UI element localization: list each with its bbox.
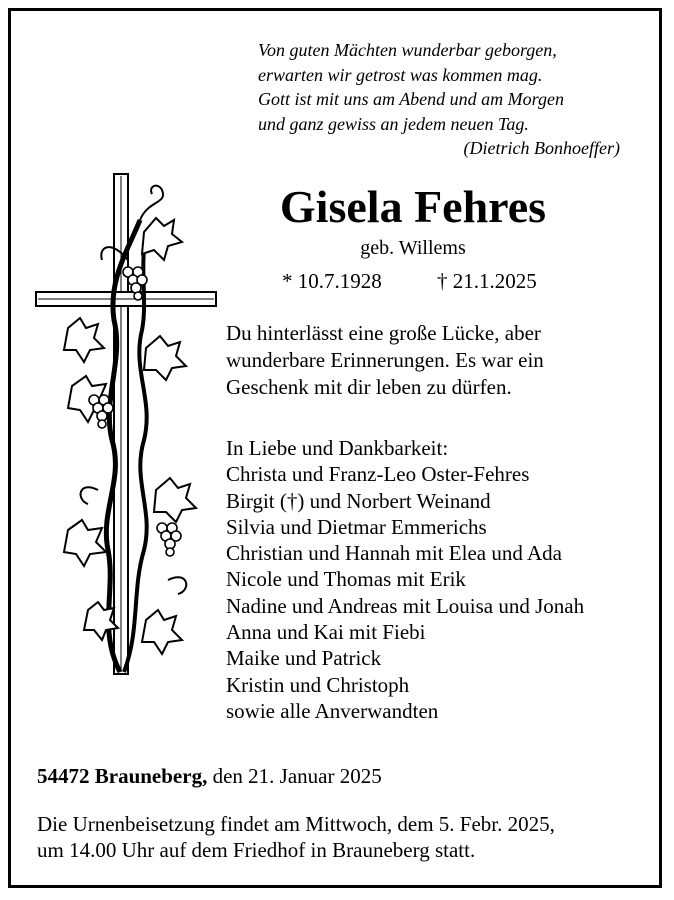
mourner-entry: Kristin und Christoph [226,672,410,697]
birth-name: geb. Willems [360,237,466,259]
mourner-entry: sowie alle Anverwandten [226,698,439,723]
cross-with-grapevine-icon [28,160,228,680]
funeral-line: Die Urnenbeisetzung findet am Mittwoch, dem 5. Febr. 2025, [37,812,555,836]
mourner-entry: Christian und Hannah mit Elea und Ada [226,541,562,566]
mourners-intro: In Liebe und Dankbarkeit: [226,436,449,460]
mourner-entry: Nicole und Thomas mit Erik [226,567,466,592]
message-line: Du hinterlässt eine große Lücke, aber [226,321,541,345]
life-dates [282,268,582,294]
place-and-date [37,763,637,789]
mourner-entry: Christa und Franz-Leo Oster-Fehres [226,462,530,487]
farewell-message [226,320,636,401]
bonhoeffer-quote [258,38,628,161]
mourner-entry: Silvia und Dietmar Emmerichs [226,514,487,539]
quote-author: (Dietrich Bonhoeffer) [463,138,620,158]
place: 54472 Brauneberg, [37,764,208,788]
quote-line: und ganz gewiss an jedem neuen Tag. [258,113,529,134]
quote-line: erwarten wir getrost was kommen mag. [258,64,543,85]
mourner-entry: Anna und Kai mit Fiebi [226,620,426,645]
message-line: Geschenk mit dir leben zu dürfen. [226,375,512,399]
deceased-name: Gisela Fehres [279,181,547,232]
quote-line: Gott ist mit uns am Abend und am Morgen [258,89,564,109]
quote-line: Von guten Mächten wunderbar geborgen, [258,40,557,60]
funeral-notice [37,811,647,863]
funeral-line: um 14.00 Uhr auf dem Friedhof in Brauneberg statt. [37,838,476,862]
birth-date: * 10.7.1928 [282,269,382,293]
date: den 21. Januar 2025 [207,764,382,788]
message-line: wunderbare Erinnerungen. Es war ein [226,348,544,372]
mourner-entry: Birgit (†) und Norbert Weinand [226,488,491,513]
death-date: † 21.1.2025 [437,269,537,293]
mourner-entry: Nadine und Andreas mit Louisa und Jonah [226,593,585,618]
mourners-list [226,435,656,724]
mourner-entry: Maike und Patrick [226,646,382,671]
